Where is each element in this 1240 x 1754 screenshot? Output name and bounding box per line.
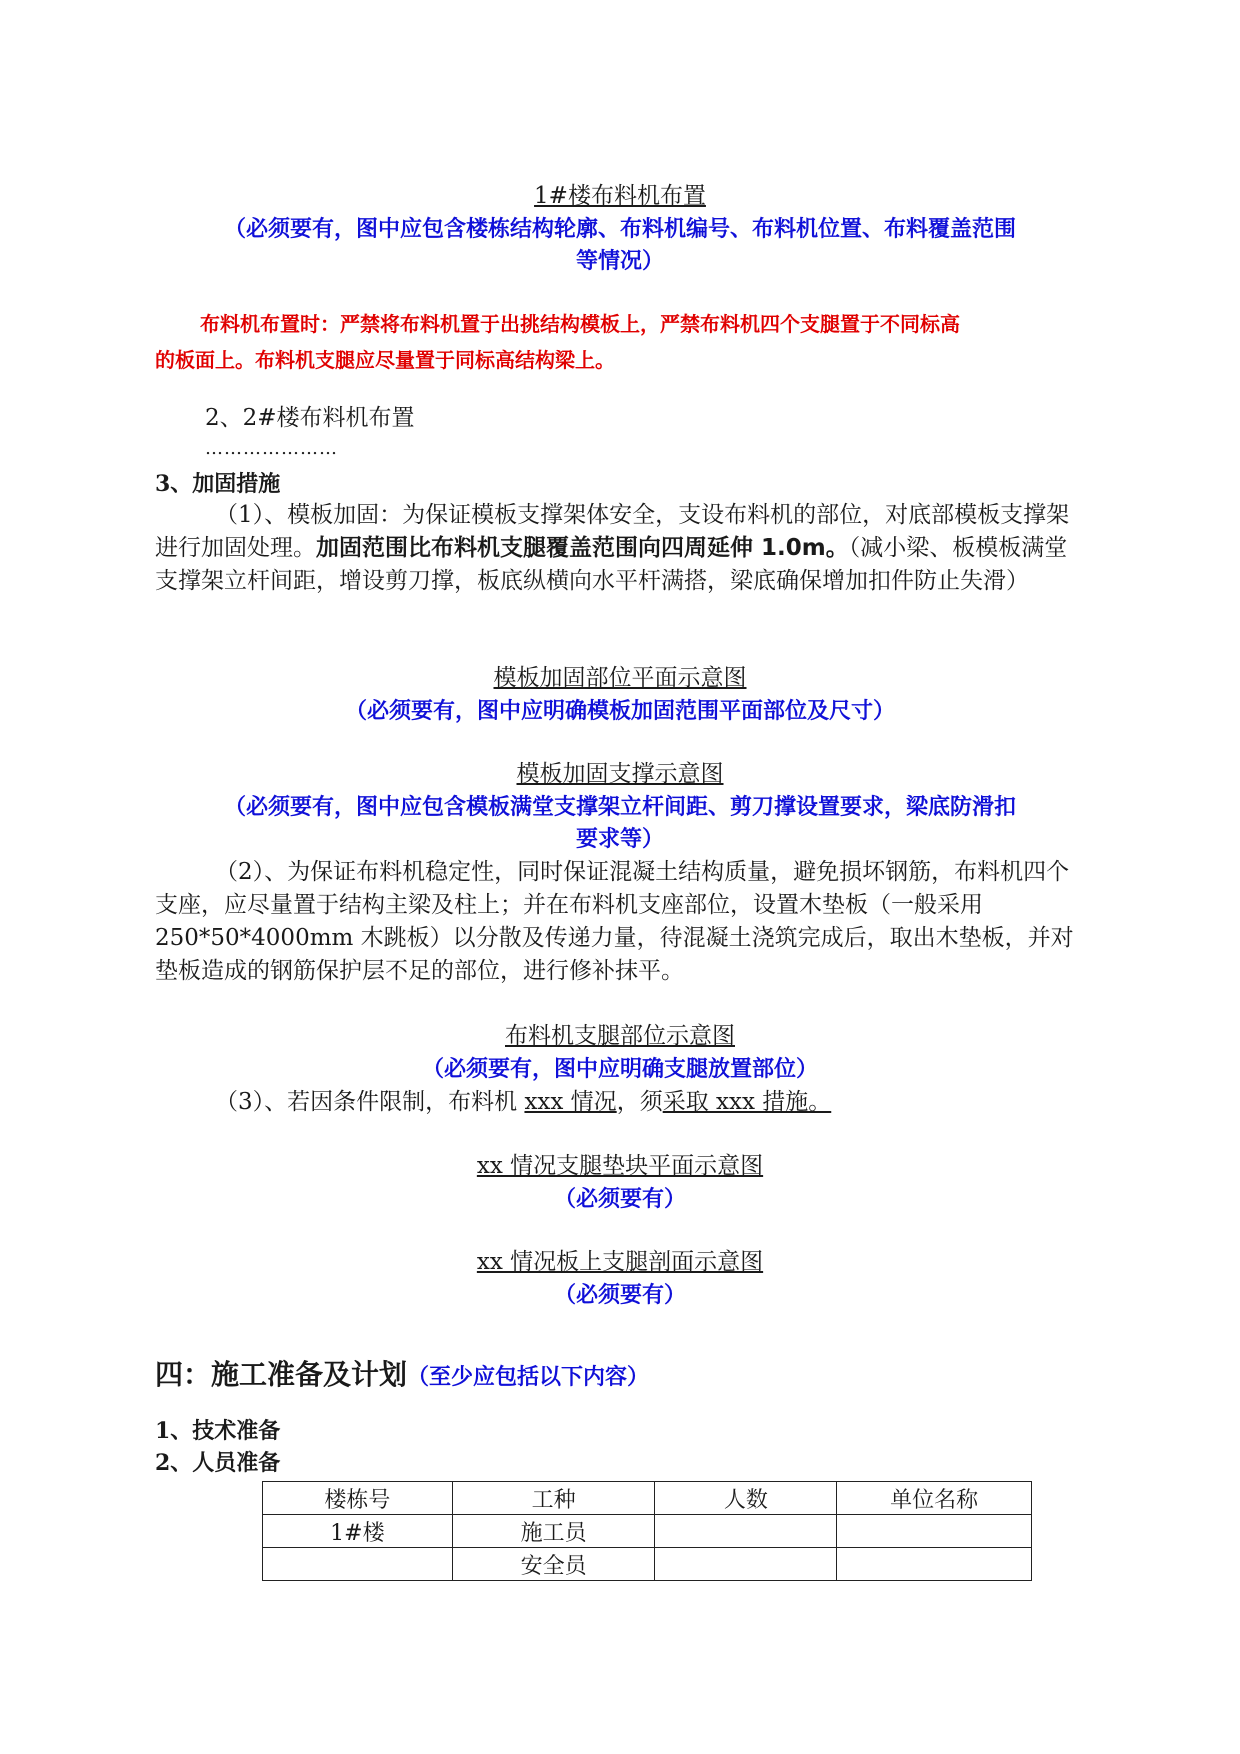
personnel-table xyxy=(262,1481,1032,1581)
header-building: 楼栋号 xyxy=(263,1482,453,1515)
table-header-row xyxy=(263,1482,1032,1515)
table-cell xyxy=(837,1515,1032,1548)
item-personnel-preparation: 2、人员准备 xyxy=(155,1450,281,1476)
table-cell: 施工员 xyxy=(452,1515,655,1548)
header-company: 单位名称 xyxy=(837,1482,1032,1515)
section-building2-title: 2、2#楼布料机布置 xyxy=(205,405,415,431)
table-cell xyxy=(655,1548,837,1581)
figure-note-formwork-plan: （必须要有，图中应明确模板加固范围平面部位及尺寸） xyxy=(344,698,895,724)
figure-note-leg-section: （必须要有） xyxy=(553,1282,686,1308)
figure-note-formwork-support-line2: 要求等） xyxy=(575,826,664,852)
header-headcount: 人数 xyxy=(655,1482,837,1515)
figure-note-building1-line2: 等情况） xyxy=(575,248,664,274)
table-row xyxy=(263,1548,1032,1581)
figure-note-leg-position: （必须要有，图中应明确支腿放置部位） xyxy=(421,1056,818,1082)
section-reinforcement-heading: 3、加固措施 xyxy=(155,471,281,497)
reinforcement-paragraph-1 xyxy=(155,499,1085,598)
header-trade: 工种 xyxy=(452,1482,655,1515)
section-preparation-heading xyxy=(155,1355,1085,1397)
figure-note-pad-plan: （必须要有） xyxy=(553,1186,686,1212)
figure-title-building1: 1#楼布料机布置 xyxy=(534,183,706,209)
table-row xyxy=(263,1515,1032,1548)
figure-title-pad-plan: xx 情况支腿垫块平面示意图 xyxy=(476,1153,764,1179)
warning-line1: 布料机布置时：严禁将布料机置于出挑结构模板上，严禁布料机四个支腿置于不同标高 xyxy=(200,312,960,336)
figure-title-formwork-plan: 模板加固部位平面示意图 xyxy=(493,665,747,691)
paragraph-1-bold-text: 加固范围比布料机支腿覆盖范围向四周延伸 1.0m。 xyxy=(316,535,849,561)
section-preparation-title: 四：施工准备及计划 xyxy=(155,1358,408,1391)
paragraph-3-text-a: （3）、若因条件限制，布料机 xyxy=(215,1089,525,1115)
figure-title-leg-position: 布料机支腿部位示意图 xyxy=(505,1023,735,1049)
paragraph-3-text-c: ，须 xyxy=(616,1089,663,1115)
section-preparation-note: （至少应包括以下内容） xyxy=(407,1364,650,1390)
paragraph-1-text-a: （1）、模板加固：为保证模板支撑架体安全，支设布料机的部位，对底部模板支撑架进行加固处理。 xyxy=(155,502,1070,561)
ellipsis-dots: ………………… xyxy=(205,438,338,459)
figure-title-leg-section: xx 情况板上支腿剖面示意图 xyxy=(476,1249,764,1275)
paragraph-3-measure: 采取 xxx 措施。 xyxy=(662,1089,832,1115)
reinforcement-paragraph-2: （2）、为保证布料机稳定性，同时保证混凝土结构质量，避免损坏钢筋，布料机四个支座，应尽量置于结构主梁及柱上；并在布料机支座部位，设置木垫板（一般采用 250*50*4000mm 木跳板）以分散及传递力量，待混凝土浇筑完成后，取出木垫板，并对垫板造成的钢筋保护层不足的部位，进行修补抹平。 xyxy=(155,859,1074,984)
table-cell: 1#楼 xyxy=(263,1515,453,1548)
table-cell xyxy=(837,1548,1032,1581)
reinforcement-paragraph-3 xyxy=(155,1086,1085,1119)
figure-note-formwork-support-line1: （必须要有，图中应包含模板满堂支撑架立杆间距、剪刀撑设置要求，梁底防滑扣 xyxy=(223,794,1016,820)
item-technical-preparation: 1、技术准备 xyxy=(155,1418,281,1444)
table-cell xyxy=(263,1548,453,1581)
table-cell: 安全员 xyxy=(452,1548,655,1581)
figure-title-formwork-support: 模板加固支撑示意图 xyxy=(516,761,724,787)
warning-line2: 的板面上。布料机支腿应尽量置于同标高结构梁上。 xyxy=(155,348,615,372)
paragraph-1-text-b: （减小梁、板模板满堂支撑架立杆间距，增设剪刀撑，板底纵横向水平杆满搭，梁底确保增加扣件防止失滑） xyxy=(155,535,1068,594)
paragraph-3-condition: xxx 情况 xyxy=(524,1089,617,1115)
figure-note-building1-line1: （必须要有，图中应包含楼栋结构轮廓、布料机编号、布料机位置、布料覆盖范围 xyxy=(223,216,1016,242)
table-cell xyxy=(655,1515,837,1548)
